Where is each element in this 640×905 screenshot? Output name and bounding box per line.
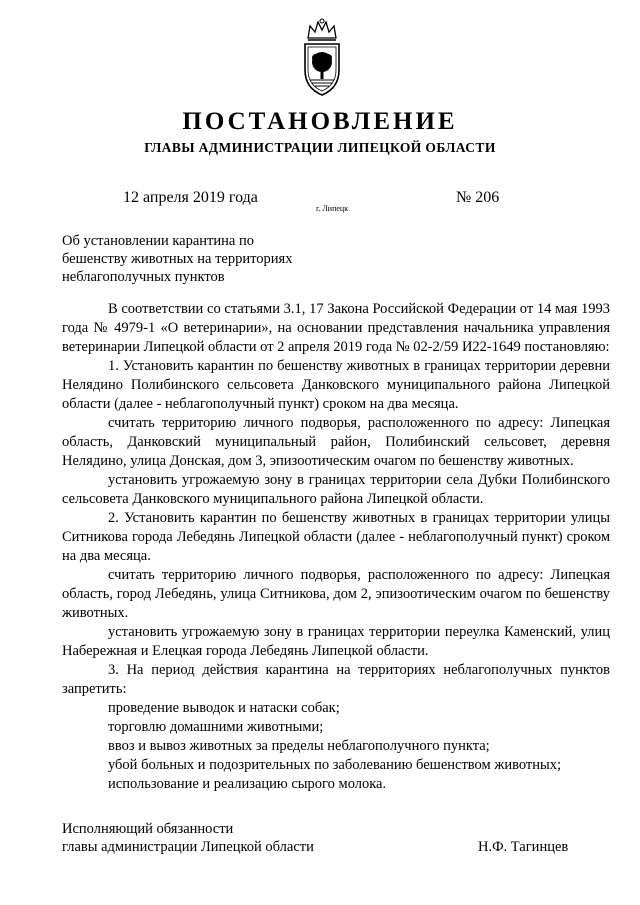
clause-2-zone-paragraph: установить угрожаемую зону в границах территории переулка Каменский, улиц Набережная и Елецкая города Лебедянь Липецкой области. — [62, 624, 610, 659]
clause-3-paragraph: 3. На период действия карантина на территориях неблагополучных пунктов запретить: — [62, 662, 610, 697]
document-number: № 206 — [456, 189, 500, 206]
prohibition-item: торговлю домашними животными; — [108, 719, 324, 735]
subject-line: Об установлении карантина по — [62, 233, 254, 249]
document-subject — [62, 232, 332, 286]
clause-2-paragraph: 2. Установить карантин по бешенству животных в границах территории улицы Ситникова города Лебедянь Липецкой области (далее - неблагополучный пункт) сроком на два месяца. — [62, 510, 610, 564]
prohibition-item: проведение выводок и натаски собак; — [108, 700, 340, 716]
document-subtitle: ГЛАВЫ АДМИНИСТРАЦИИ ЛИПЕЦКОЙ ОБЛАСТИ — [144, 140, 496, 155]
clause-1-zone-paragraph: установить угрожаемую зону в границах территории села Дубки Полибинского сельсовета Данковского муниципального района Липецкой области. — [62, 472, 610, 507]
prohibition-item: использование и реализацию сырого молока. — [108, 776, 387, 792]
signatory-position-line-2: главы администрации Липецкой области — [62, 839, 314, 855]
clause-1-paragraph: 1. Установить карантин по бешенству животных в границах территории деревни Нелядино Полибинского сельсовета Данковского муниципального района Липецкой области (далее - неблагополучный пункт) сроком на два месяца. — [62, 358, 610, 412]
signatory-name: Н.Ф. Тагинцев — [478, 839, 569, 855]
subject-line: неблагополучных пунктов — [62, 269, 225, 285]
coat-of-arms-emblem — [300, 18, 344, 98]
subject-line: бешенству животных на территориях — [62, 251, 293, 267]
clause-1-focus-paragraph: считать территорию личного подворья, расположенного по адресу: Липецкая область, Данковский муниципальный район, Полибинский сельсовет, деревня Нелядино, улица Донская, дом 3, эпизоотическим очагом по бешенству животных. — [62, 415, 610, 469]
document-date: 12 апреля 2019 года — [123, 189, 258, 206]
prohibition-item: убой больных и подозрительных по заболеванию бешенством животных; — [108, 757, 562, 773]
prohibition-item: ввоз и вывоз животных за пределы неблагополучного пункта; — [108, 738, 490, 754]
document-city: г. Липецк — [316, 204, 349, 213]
document-title: ПОСТАНОВЛЕНИЕ — [182, 108, 458, 135]
document-body — [62, 300, 610, 794]
clause-2-focus-paragraph: считать территорию личного подворья, расположенного по адресу: Липецкая область, город Лебедянь, улица Ситникова, дом 2, эпизоотическим очагом по бешенству животных. — [62, 567, 610, 621]
preamble-paragraph: В соответствии со статьями 3.1, 17 Закона Российской Федерации от 14 мая 1993 года № 4979-1 «О ветеринарии», на основании представления начальника управления ветеринарии Липецкой области от 2 апреля 2019 года № 02-2/59 И22-1649 постановляю: — [62, 301, 610, 355]
signatory-position-line-1: Исполняющий обязанности — [62, 821, 234, 837]
